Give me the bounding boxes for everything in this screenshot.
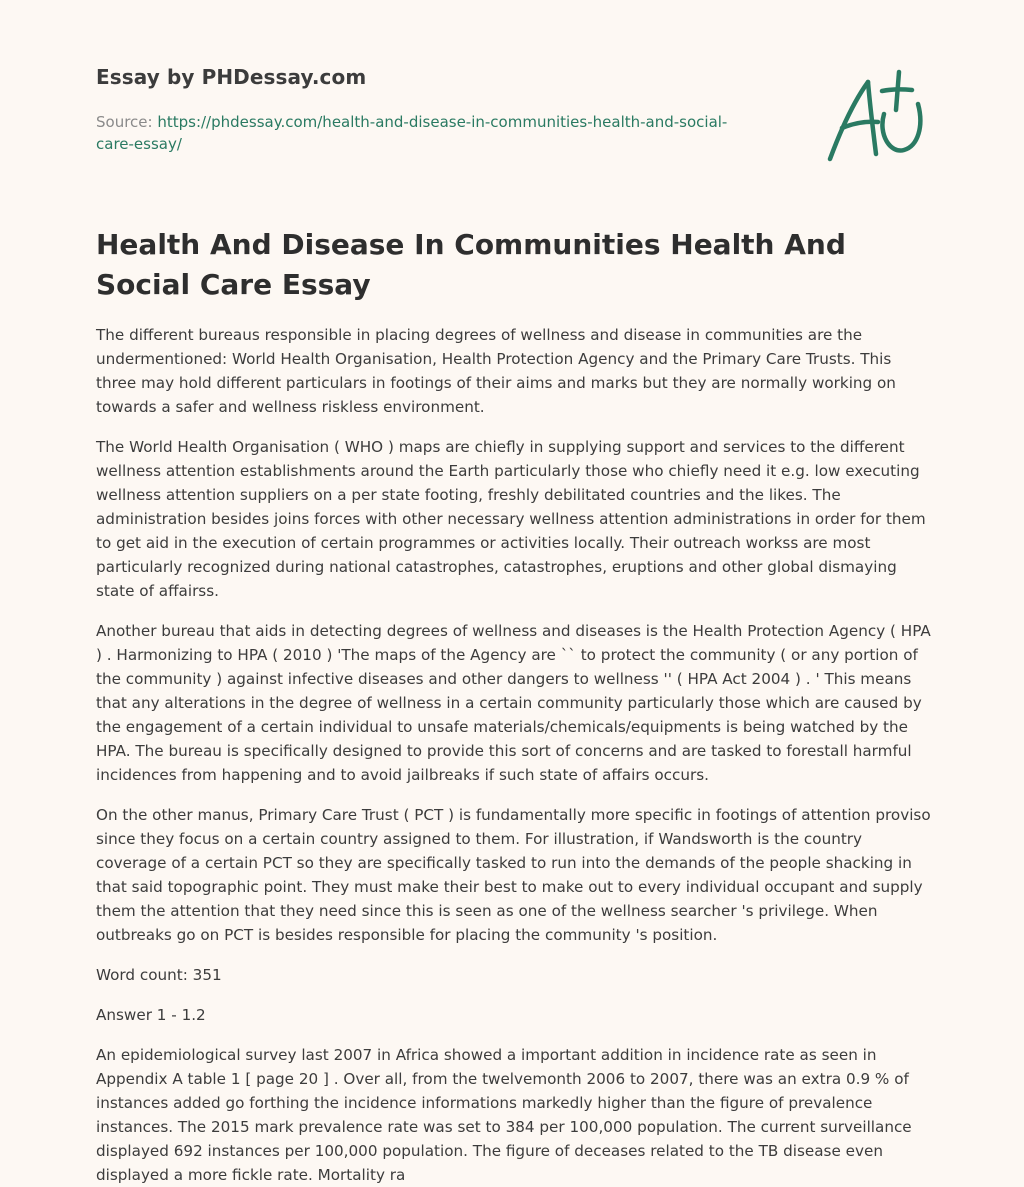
- source-label: Source:: [96, 113, 158, 131]
- essay-title: Health And Disease In Communities Health And Social Care Essay: [96, 228, 846, 301]
- word-count: Word count: 351: [96, 966, 222, 984]
- paragraph: On the other manus, Primary Care Trust ( PCT ) is fundamentally more specific in footings of attention proviso since they focus on a certain country assigned to them. For illustration, if Wandsworth is the country coverage of a certain PCT so they are specifically tasked to run into the demands of the people shacking in that said topographic point. They must make their best to make out to every individual occupant and supply them the attention that they need since this is seen as one of the wellness searcher 's privilege. When outbreaks go on PCT is besides responsible for placing the community 's position.: [96, 806, 931, 944]
- paragraph: Another bureau that aids in detecting degrees of wellness and diseases is the Health Protection Agency ( HPA ) . Harmonizing to HPA ( 2010 ) 'The maps of the Agency are `` to protect the community ( or any portion of the community ) against infective diseases and other dangers to wellness '' ( HPA Act 2004 ) . ' This means that any alterations in the degree of wellness in a certain community particularly those which are caused by the engagement of a certain individual to unsafe materials/chemicals/equipments is being watched by the HPA. The bureau is specifically designed to provide this sort of concerns and are tasked to forestall harmful incidences from happening and to avoid jailbreaks if such state of affairs occurs.: [96, 622, 931, 784]
- section-heading: Answer 1 - 1.2: [96, 1006, 206, 1024]
- source-link[interactable]: https://phdessay.com/health-and-disease-in-communities-health-and-social-care-essay/: [96, 113, 728, 153]
- essay-body: [96, 323, 934, 1184]
- source-line: [96, 111, 756, 155]
- paragraph: The different bureaus responsible in placing degrees of wellness and disease in communities are the undermentioned: World Health Organisation, Health Protection Agency and the Primary Care Trusts. This three may hold different particulars in footings of their aims and marks but they are normally working on towards a safer and wellness riskless environment.: [96, 326, 896, 416]
- site-brand: Essay by PHDessay.com: [96, 65, 367, 89]
- a-plus-grade-icon: [820, 66, 930, 166]
- paragraph: An epidemiological survey last 2007 in Africa showed a important addition in incidence rate as seen in Appendix A table 1 [ page 20 ] . Over all, from the twelvemonth 2006 to 2007, there was an extra 0.9 % of instances added go forthing the incidence informations markedly higher than the figure of prevalence instances. The 2015 mark prevalence rate was set to 384 per 100,000 population. The current surveillance displayed 692 instances per 100,000 population. The figure of deceases related to the TB disease even displayed a more fickle rate. Mortality ra: [96, 1046, 912, 1184]
- paragraph: The World Health Organisation ( WHO ) maps are chiefly in supplying support and services to the different wellness attention establishments around the Earth particularly those who chiefly need it e.g. low executing wellness attention suppliers on a per state footing, freshly debilitated countries and the likes. The administration besides joins forces with other necessary wellness attention administrations in order for them to get aid in the execution of certain programmes or activities locally. Their outreach workss are most particularly recognized during national catastrophes, catastrophes, eruptions and other global dismaying state of affairss.: [96, 438, 926, 600]
